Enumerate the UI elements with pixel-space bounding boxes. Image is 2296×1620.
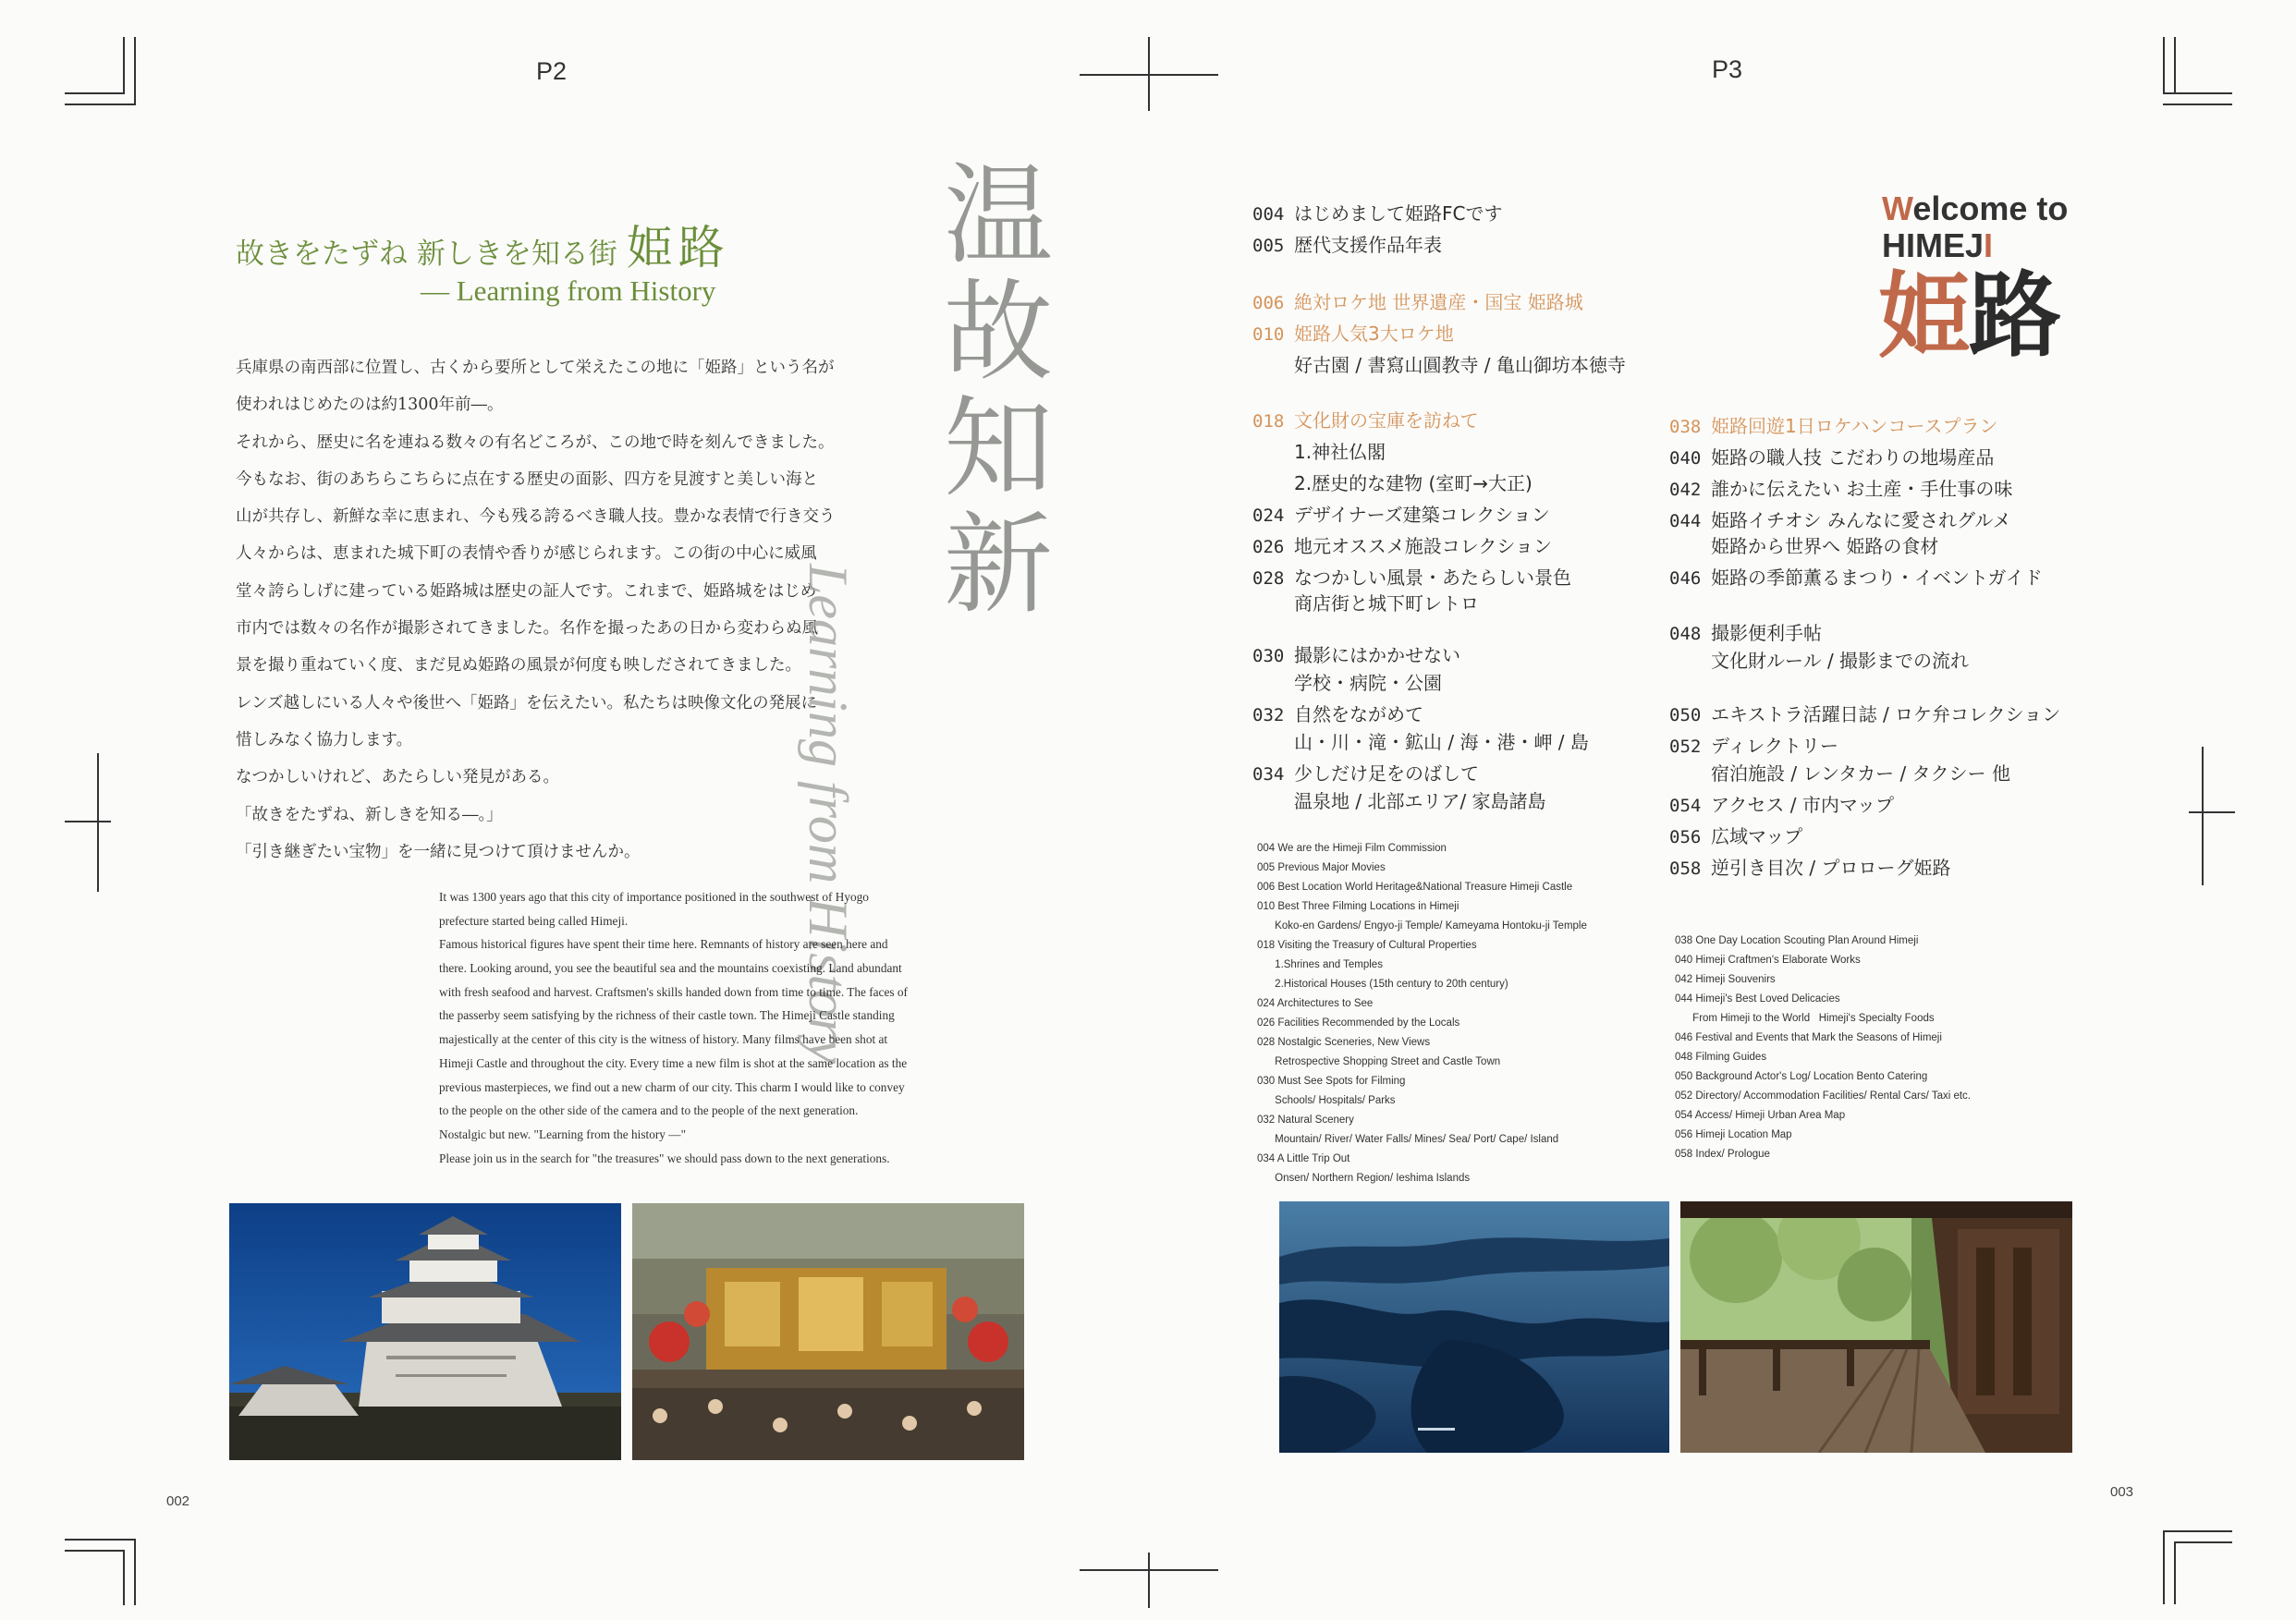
toc-subitem [1252,349,1626,381]
toc-item[interactable] [1252,530,1626,562]
toc-subitem [1252,436,1626,468]
toc-text: デザイナーズ建築コレクション [1294,504,1550,526]
page-label-left: P2 [536,57,568,85]
kanji-char: 新 [943,501,1053,628]
toc-en-item: Retrospective Shopping Street and Castle Town [1257,1056,1501,1067]
toc-text: エキストラ活躍日誌 / ロケ弁コレクション [1711,703,2061,725]
toc-num: 032 [1252,705,1285,725]
toc-en-item: 044 Himeji's Best Loved Delicacies [1675,993,1840,1005]
welcome-line-1 [1882,190,2068,227]
toc-num: 058 [1669,859,1702,879]
toc-item[interactable] [1669,821,2060,852]
vertical-heading-en: Learning from History [798,564,859,1065]
toc-text: 学校・病院・公園 [1294,672,1442,694]
intro-line: 景を撮り重ねていく度、まだ見ぬ姫路の風景が何度も映しだされてきました。 [236,656,802,676]
toc-subitem [1252,726,1626,758]
toc-text: 姫路の職人技 こだわりの地場産品 [1711,446,1995,469]
kanji-char: 知 [943,384,1053,512]
intro-line: 人々からは、恵まれた城下町の表情や香りが感じられます。この街の中心に威風 [236,544,817,564]
toc-en-item: 056 Himeji Location Map [1675,1129,1792,1140]
intro-text-en [439,885,1012,1170]
toc-text: 姫路人気3大ロケ地 [1294,323,1454,345]
toc-num: 004 [1252,204,1285,225]
toc-en-item: 054 Access/ Himeji Urban Area Map [1675,1110,1846,1121]
crop-mark [1148,1553,1150,1608]
page-label-right: P3 [1712,55,1743,83]
toc-item[interactable] [1669,730,2060,761]
intro-en-line: to the people on the other side of the camera and to the people of the next generation. [439,1103,859,1118]
welcome-accent-letter: W [1882,189,1913,227]
intro-line: 惜しみなく協力します。 [236,730,413,749]
toc-en-item: 004 We are the Himeji Film Commission [1257,843,1447,854]
intro-en-line: the passerby seem satisfying by the richness of their castle town. The Himeji Castle standing [439,1008,895,1023]
islands-aerial-photo [1279,1201,1669,1453]
intro-en-line: It was 1300 years ago that this city of importance positioned in the southwest of Hyogo [439,890,869,904]
toc-en-item: 026 Facilities Recommended by the Locals [1257,1017,1460,1029]
toc-subitem [1252,468,1626,499]
crop-mark [65,1539,134,1541]
toc-num: 010 [1252,324,1285,345]
intro-en-line: majestically at the center of this city is the witness of history. Many films have been shot at [439,1032,888,1047]
crop-mark [2163,1530,2232,1532]
intro-en-line: Himeji Castle and throughout the city. Every time a new film is shot at the same location as the [439,1055,908,1070]
toc-text: なつかしい風景・あたらしい景色 [1294,566,1571,589]
crop-mark [2202,747,2204,885]
toc-num: 052 [1669,737,1702,757]
toc-item[interactable] [1252,699,1626,730]
page-title-en: — Learning from History [421,274,716,307]
intro-line: それから、歴史に名を連ねる数々の有名どころが、この地で時を刻んできました。 [236,432,835,452]
toc-num: 046 [1669,568,1702,589]
toc-text: 姫路イチオシ みんなに愛されグルメ [1711,509,2011,531]
toc-text: 誰かに伝えたい お土産・手仕事の味 [1711,478,2013,500]
toc-text: 商店街と城下町レトロ [1294,592,1479,615]
toc-en-item: 048 Filming Guides [1675,1052,1767,1063]
intro-en-line: Please join us in the search for "the treasures" we should pass down to the next generations. [439,1151,890,1165]
toc-en-item: Koko-en Gardens/ Engyo-ji Temple/ Kameyama Hontoku-ji Temple [1257,920,1587,932]
toc-num: 030 [1252,646,1285,666]
toc-num: 006 [1252,293,1285,313]
toc-item[interactable] [1669,473,2060,505]
toc-text: 絶対ロケ地 世界遺産・国宝 姫路城 [1294,291,1583,313]
toc-text: はじめまして姫路FCです [1294,202,1503,225]
toc-en-item: From Himeji to the World Himeji's Specialty Foods [1675,1013,1935,1024]
toc-item[interactable] [1252,198,1626,229]
intro-line: 使われはじめたのは約1300年前―。 [236,396,504,415]
page-title-ja [236,211,730,277]
toc-num: 040 [1669,448,1702,469]
toc-en-item: 006 Best Location World Heritage&National Treasure Himeji Castle [1257,882,1573,893]
toc-en-item: 046 Festival and Events that Mark the Seasons of Himeji [1675,1032,1942,1043]
toc-text: 姫路の季節薫るまつり・イベントガイド [1711,566,2043,589]
toc-text: 好古園 / 書寫山圓教寺 / 亀山御坊本徳寺 [1294,354,1626,376]
toc-en-item: 032 Natural Scenery [1257,1115,1354,1126]
toc-num: 005 [1252,236,1285,256]
welcome-city: HIMEJ [1882,226,1985,264]
toc-en-item: 030 Must See Spots for Filming [1257,1076,1406,1087]
intro-line: 「引き継ぎたい宝物」を一緒に見つけて頂けませんか。 [236,842,641,861]
toc-num: 050 [1669,705,1702,725]
intro-line: 山が共存し、新鮮な幸に恵まれ、今も残る誇るべき職人技。豊かな表情で行き交う [236,507,836,527]
intro-line: 市内では数々の名作が撮影されてきました。名作を撮ったあの日から変わらぬ風 [236,619,818,639]
crop-mark [2163,1530,2165,1604]
toc-text: 歴代支援作品年表 [1294,234,1442,256]
vertical-heading-kanji [934,152,1063,628]
toc-en-item: Onsen/ Northern Region/ Ieshima Islands [1257,1173,1471,1184]
kanji-char: 故 [943,268,1053,396]
toc-num: 056 [1669,827,1702,847]
toc-en-item: 028 Nostalgic Sceneries, New Views [1257,1037,1431,1048]
toc-en-column-1 [1257,839,1587,1188]
intro-en-line: Nostalgic but new. "Learning from the history —" [439,1127,687,1141]
toc-subitem [1252,667,1626,699]
toc-item[interactable] [1669,617,2060,649]
crop-mark [65,104,134,105]
page-number-left: 002 [166,1493,190,1509]
toc-en-item: Schools/ Hospitals/ Parks [1257,1095,1396,1106]
toc-num: 048 [1669,624,1702,644]
welcome-line-2 [1882,227,2068,264]
toc-item[interactable] [1669,852,2060,883]
temple-corridor-photo [1680,1201,2072,1453]
crop-mark [134,37,136,105]
toc-num: 034 [1252,764,1285,785]
crop-mark [2174,1541,2176,1604]
toc-column-1 [1252,198,1626,817]
toc-item[interactable] [1252,499,1626,530]
toc-text: 姫路から世界へ 姫路の食材 [1711,535,1939,557]
welcome-text: elcome to [1912,189,2069,227]
crop-mark [97,753,99,892]
toc-text: 地元オススメ施設コレクション [1294,535,1552,557]
toc-num: 028 [1252,568,1285,589]
toc-text: 少しだけ足をのばして [1294,762,1479,785]
toc-en-item: 034 A Little Trip Out [1257,1153,1350,1164]
himeji-logo-text [1878,262,2059,370]
toc-text: 文化財ルール / 撮影までの流れ [1711,650,1970,672]
toc-text: アクセス / 市内マップ [1711,794,1895,816]
intro-line: 今もなお、街のあちらこちらに点在する歴史の面影、四方を見渡すと美しい海と [236,469,818,489]
toc-en-item: 052 Directory/ Accommodation Facilities/ Rental Cars/ Taxi etc. [1675,1090,1971,1102]
toc-text: 文化財の宝庫を訪ねて [1294,409,1479,432]
toc-en-item: 010 Best Three Filming Locations in Himeji [1257,901,1459,912]
crop-mark [65,1550,124,1552]
crop-mark [2189,811,2235,813]
toc-num: 038 [1669,417,1702,437]
toc-en-item: Mountain/ River/ Water Falls/ Mines/ Sea/ Port/ Cape/ Island [1257,1134,1559,1145]
toc-text: 姫路回遊1日ロケハンコースプラン [1711,415,1998,437]
crop-mark [123,37,125,94]
toc-item[interactable] [1252,229,1626,261]
kanji-char: 温 [943,152,1053,279]
intro-line: なつかしいけれど、あたらしい発見がある。 [236,768,559,787]
toc-item[interactable] [1252,405,1626,436]
himeji-char-1: 姫 [1878,262,1969,370]
toc-subitem [1252,786,1626,817]
himeji-castle-photo [229,1203,621,1460]
intro-en-line: previous masterpieces, we find out a new charm of our city. This charm I would like to convey [439,1079,905,1094]
toc-item[interactable] [1252,639,1626,671]
toc-en-item: 005 Previous Major Movies [1257,862,1386,873]
toc-text: 撮影便利手帖 [1711,622,1822,644]
toc-num: 018 [1252,411,1285,432]
toc-en-column-2 [1675,932,1971,1164]
toc-num: 042 [1669,480,1702,500]
toc-text: 温泉地 / 北部エリア/ 家島諸島 [1294,790,1546,812]
toc-item[interactable] [1252,318,1626,349]
crop-mark [2174,37,2176,94]
festival-photo [632,1203,1024,1460]
toc-text: 広域マップ [1711,825,1803,847]
intro-line: 兵庫県の南西部に位置し、古くから要所として栄えたこの地に「姫路」という名が [236,359,835,377]
toc-en-item: 018 Visiting the Treasury of Cultural Properties [1257,940,1477,951]
toc-subitem [1669,645,2060,676]
intro-line: 堂々誇らしげに建っている姫路城は歴史の証人です。これまで、姫路城をはじめ [236,581,817,601]
crop-mark [2163,37,2165,94]
toc-subitem [1669,758,2060,789]
intro-line: 「故きをたずね、新しきを知る―。」 [236,805,503,824]
crop-mark [1148,37,1150,111]
toc-en-item: 1.Shrines and Temples [1257,959,1383,970]
toc-en-item: 058 Index/ Prologue [1675,1149,1770,1160]
toc-num: 024 [1252,505,1285,526]
toc-column-2 [1669,410,2060,883]
intro-en-line: with fresh seafood and harvest. Craftsmen's skills handed down from time to time. The faces of [439,984,908,999]
toc-item[interactable] [1252,758,1626,789]
toc-item[interactable] [1669,410,2060,442]
toc-en-item: 040 Himeji Craftmen's Elaborate Works [1675,955,1861,966]
intro-en-line: there. Looking around, you see the beautiful sea and the mountains coexisting. Land abundant [439,961,902,976]
toc-en-item: 042 Himeji Souvenirs [1675,974,1776,985]
toc-en-item: 050 Background Actor's Log/ Location Bento Catering [1675,1071,1928,1082]
crop-mark [123,1550,125,1605]
crop-mark [65,92,124,94]
toc-text: 宿泊施設 / レンタカー / タクシー 他 [1711,762,2010,785]
crop-mark [134,1539,136,1605]
toc-en-item: 024 Architectures to See [1257,998,1374,1009]
toc-text: 1.神社仏閣 [1294,441,1386,463]
title-ja-city: 姫路 [626,221,730,274]
page-number-right: 003 [2110,1484,2134,1500]
toc-text: 山・川・滝・鉱山 / 海・港・岬 / 島 [1294,731,1589,753]
toc-num: 026 [1252,537,1285,557]
toc-text: 2.歴史的な建物 (室町→大正) [1294,472,1533,494]
toc-en-item: 2.Historical Houses (15th century to 20th century) [1257,979,1508,990]
crop-mark [2163,104,2232,105]
himeji-char-2: 路 [1969,262,2059,370]
toc-text: 自然をながめて [1294,703,1423,725]
crop-mark [65,821,111,822]
toc-text: 逆引き目次 / プロローグ姫路 [1711,857,1951,879]
toc-text: ディレクトリー [1711,735,1838,757]
toc-item[interactable] [1669,789,2060,821]
toc-en-item: 038 One Day Location Scouting Plan Around Himeji [1675,935,1919,946]
toc-num: 044 [1669,511,1702,531]
toc-num: 054 [1669,796,1702,816]
welcome-heading [1882,190,2068,264]
intro-text-ja [236,349,837,871]
intro-en-line: Famous historical figures have spent their time here. Remnants of history are seen here and [439,937,888,952]
intro-line: レンズ越しにいる人々や後世へ「姫路」を伝えたい。私たちは映像文化の発展に [236,693,818,713]
welcome-accent-letter: I [1984,226,1994,264]
toc-item[interactable] [1669,562,2060,593]
crop-mark [2174,1541,2232,1543]
intro-en-line: prefecture started being called Himeji. [439,913,629,928]
title-ja-prefix: 故きをたずね 新しきを知る街 [236,238,617,271]
toc-item[interactable] [1252,286,1626,318]
toc-item[interactable] [1669,699,2060,730]
toc-text: 撮影にはかかせない [1294,644,1460,666]
toc-item[interactable] [1669,442,2060,473]
